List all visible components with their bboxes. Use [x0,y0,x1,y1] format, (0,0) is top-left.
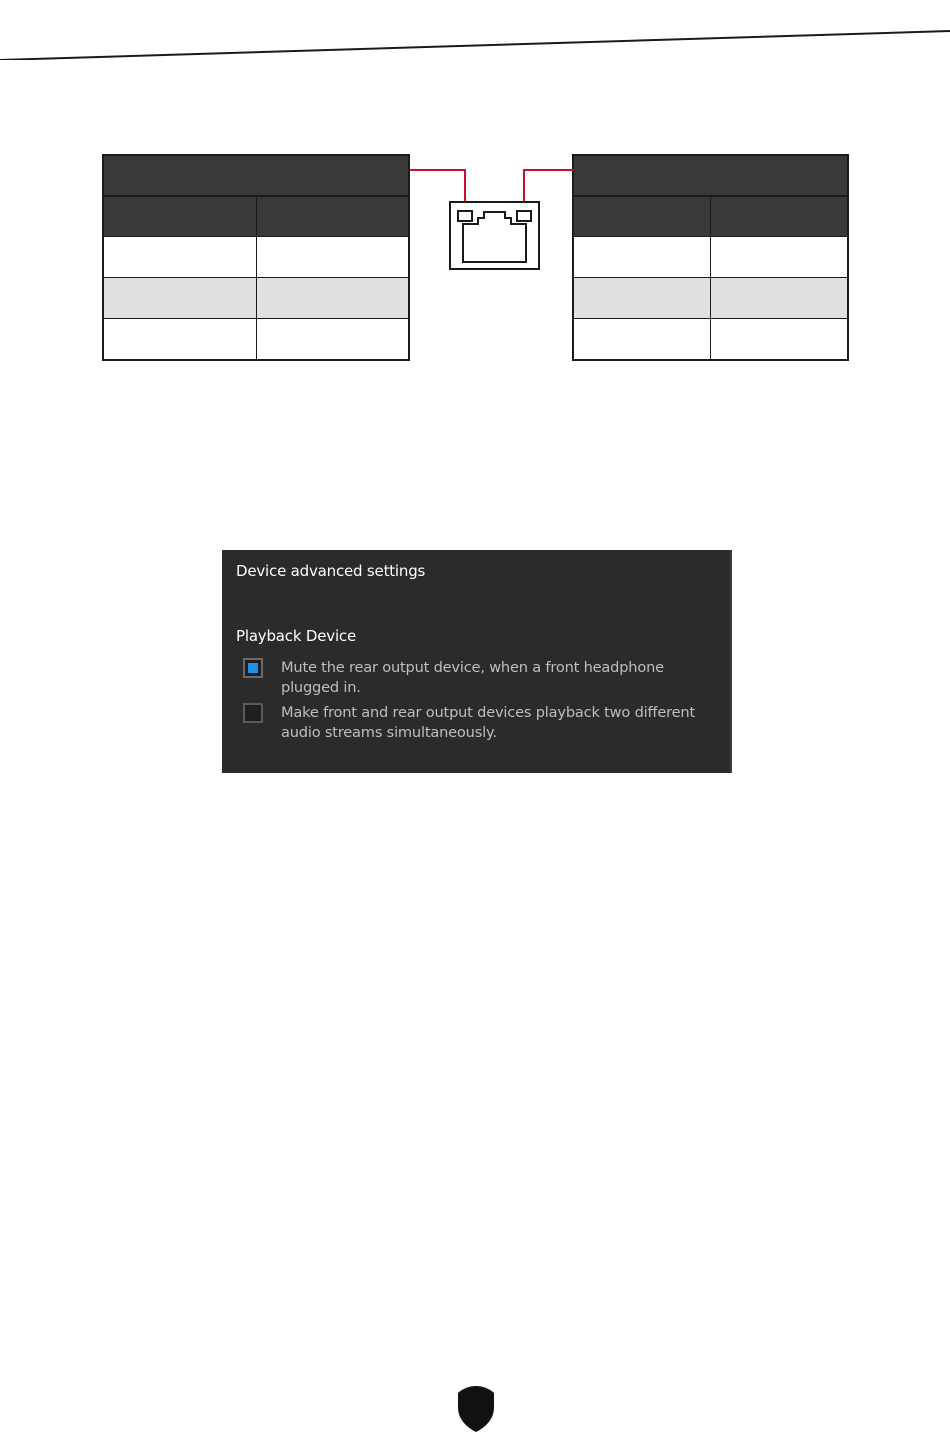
table-row [103,278,409,319]
led-table-title-row [573,155,848,196]
mute-rear-checkbox[interactable] [243,658,263,678]
two-streams-label[interactable]: Make front and rear output devices playback two different audio streams simultaneously. [281,704,695,741]
led-table-header-row [103,196,409,237]
top-divider [0,0,950,60]
section-title: Playback Device [236,627,356,645]
table-row [103,237,409,278]
connector-line-left [410,170,465,213]
panel-title: Device advanced settings [236,562,426,580]
connector-line-right [524,170,574,213]
table-row [573,237,848,278]
shield-icon [456,1385,496,1433]
two-streams-checkbox[interactable] [243,703,263,723]
lan-port-icon [450,202,539,269]
led-table-right [572,154,849,361]
table-row [573,319,848,361]
led-table-title-row [103,155,409,196]
led-table-left [102,154,410,361]
device-advanced-settings-panel [222,550,732,773]
table-row [573,278,848,319]
table-row [103,319,409,361]
led-table-header-row [573,196,848,237]
mute-rear-label[interactable]: Mute the rear output device, when a front headphone plugged in. [281,659,664,696]
checkbox-check-mark [248,663,258,673]
